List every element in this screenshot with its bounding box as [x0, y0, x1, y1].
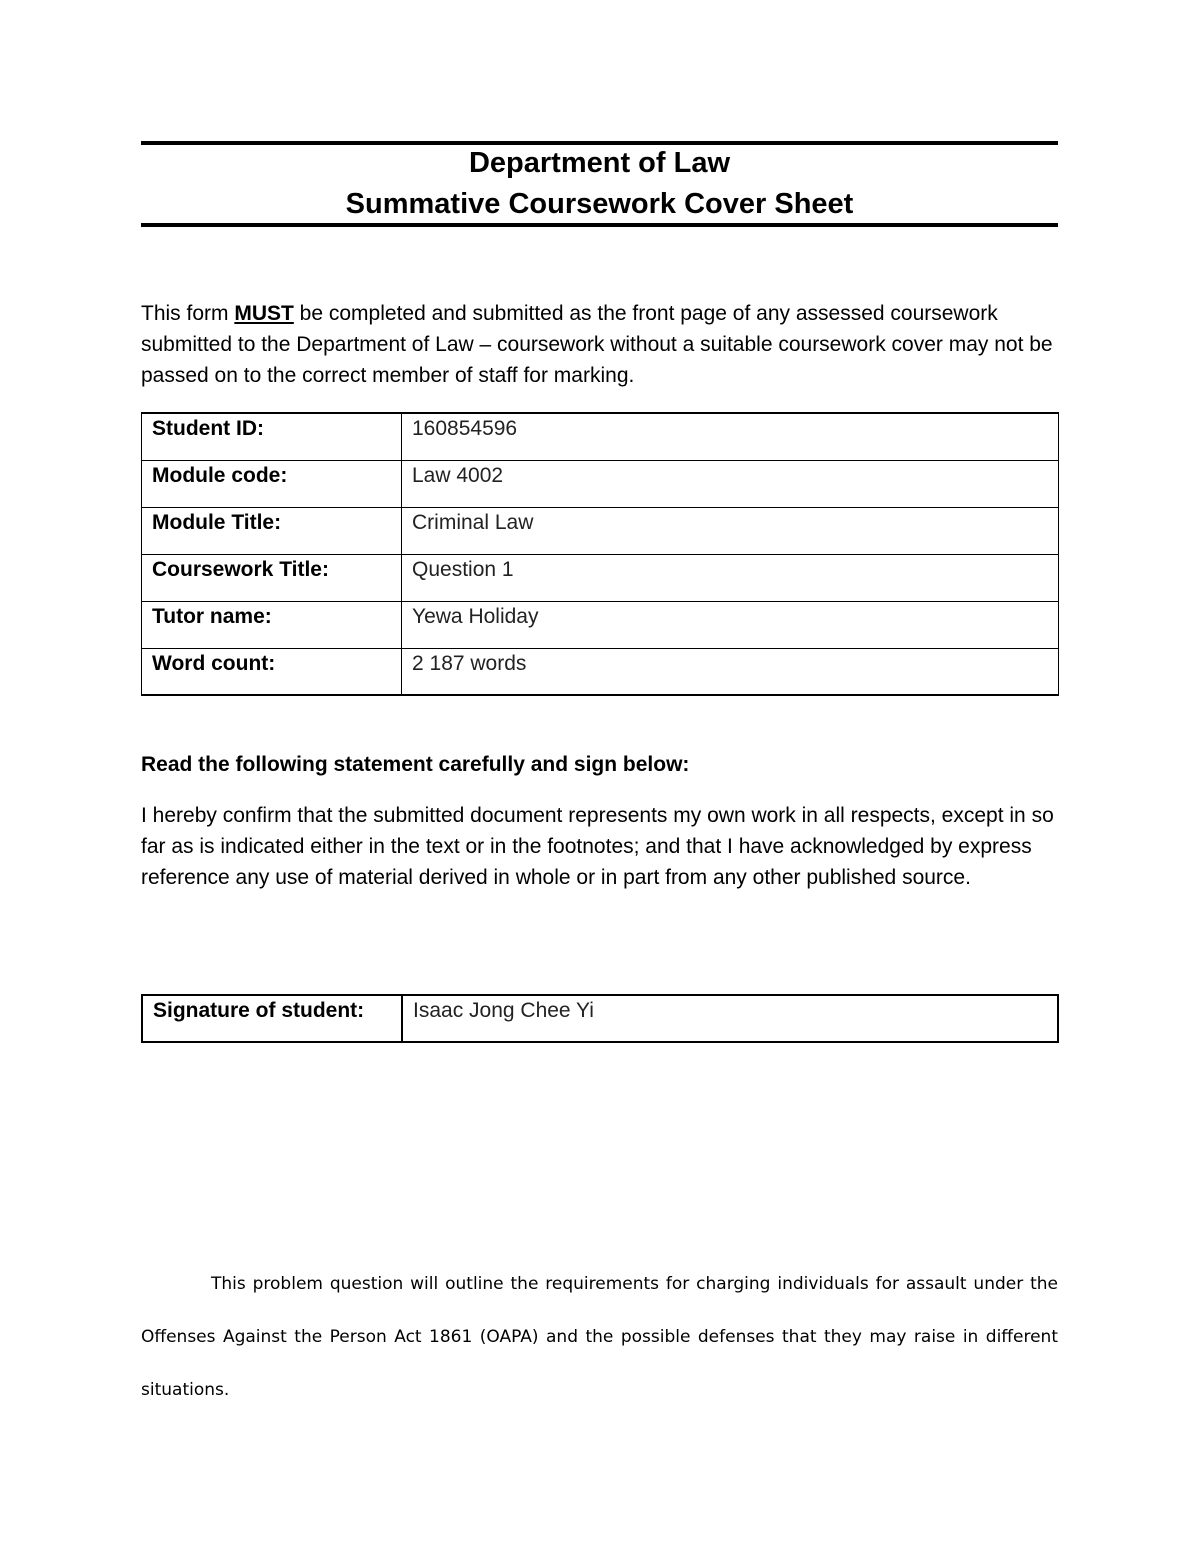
coursework-title-label: Coursework Title: — [142, 554, 402, 601]
module-title-label: Module Title: — [142, 507, 402, 554]
table-row — [142, 554, 1059, 601]
tutor-name-label: Tutor name: — [142, 601, 402, 648]
declaration-statement: I hereby confirm that the submitted document represents my own work in all respects, except in so far as is indicated either in the text or in the footnotes; and that I have acknowledged by express reference any use of material derived in whole or in part from any other published source. — [141, 804, 1054, 889]
table-row — [142, 413, 1059, 460]
intro-paragraph — [141, 298, 1058, 391]
header-bottom-rule — [141, 223, 1058, 227]
coursework-details-table — [141, 412, 1059, 696]
table-row — [142, 507, 1059, 554]
coursework-title-value: Question 1 — [402, 554, 1059, 601]
word-count-label: Word count: — [142, 648, 402, 695]
table-row — [142, 601, 1059, 648]
signature-table — [141, 994, 1059, 1043]
intro-text-end: be completed and submitted as the front page of any assessed coursework submitted to the Department of Law – coursework without a suitable coursework cover may not be passed on to the correct member of staff for marking. — [141, 302, 1053, 387]
module-code-value: Law 4002 — [402, 460, 1059, 507]
word-count-value: 2 187 words — [402, 648, 1059, 695]
module-title-value: Criminal Law — [402, 507, 1059, 554]
declaration-heading: Read the following statement carefully and sign below: — [141, 753, 690, 776]
table-row — [142, 460, 1059, 507]
signature-value: Isaac Jong Chee Yi — [402, 995, 1058, 1042]
sheet-title: Summative Coursework Cover Sheet — [345, 188, 854, 220]
table-row — [142, 648, 1059, 695]
department-title: Department of Law — [468, 147, 731, 179]
student-id-value: 160854596 — [402, 413, 1059, 460]
intro-text-start: This form — [141, 302, 235, 325]
table-row — [142, 995, 1058, 1042]
student-id-label: Student ID: — [142, 413, 402, 460]
tutor-name-value: Yewa Holiday — [402, 601, 1059, 648]
signature-label: Signature of student: — [142, 995, 402, 1042]
essay-intro-paragraph: This problem question will outline the requirements for charging individuals for assault under the Offenses Against the Person Act 1861 (OAPA) and the possible defenses that they may raise in different situations. — [141, 1274, 1058, 1400]
module-code-label: Module code: — [142, 460, 402, 507]
intro-must-emphasis: MUST — [234, 302, 294, 325]
